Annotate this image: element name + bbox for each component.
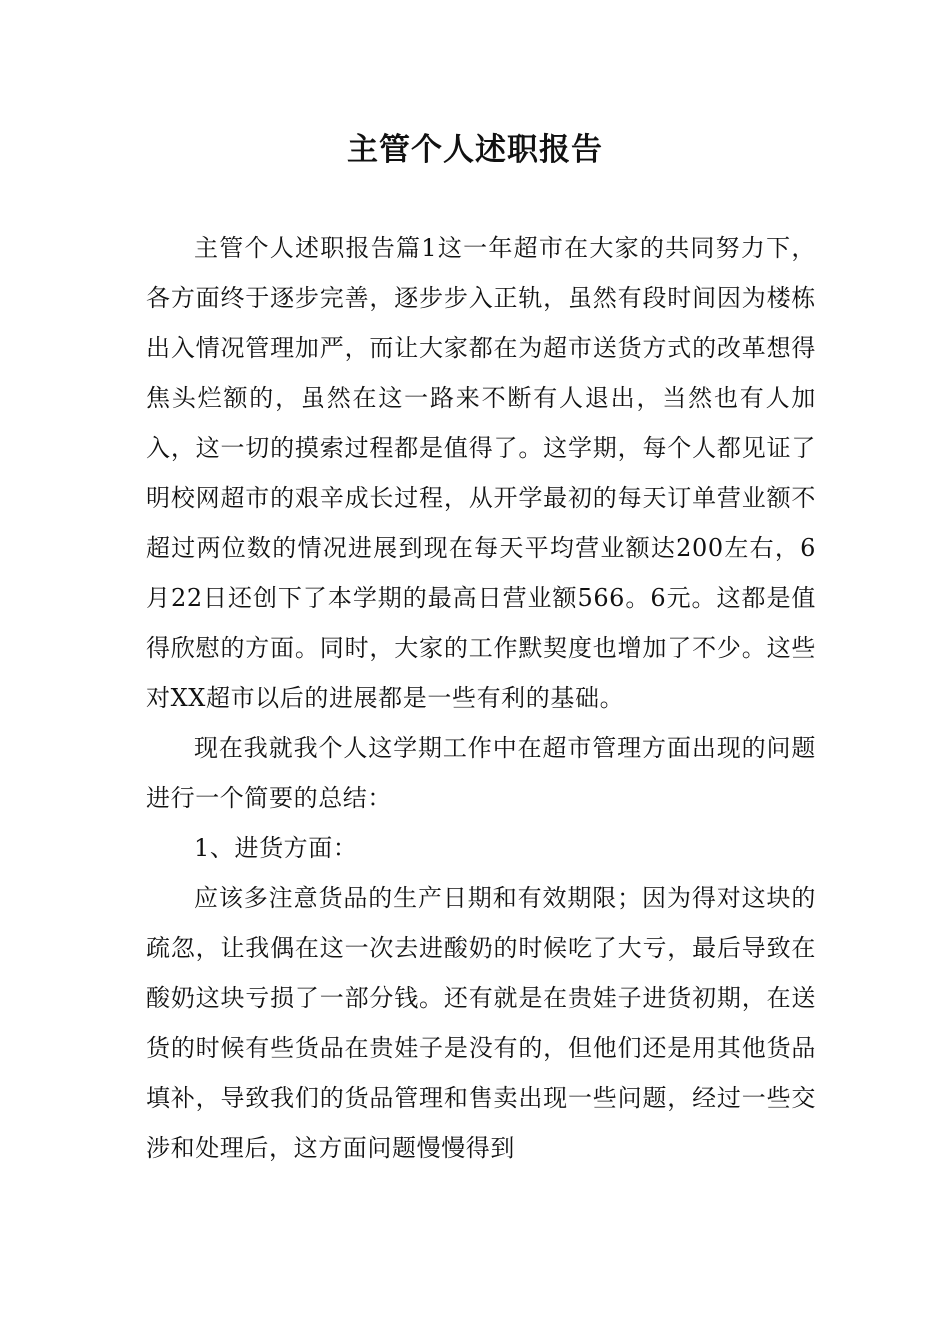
document-body <box>146 223 816 1173</box>
paragraph-intro: 主管个人述职报告篇1这一年超市在大家的共同努力下，各方面终于逐步完善，逐步步入正轨，虽然有段时间因为楼栋出入情况管理加严，而让大家都在为超市送货方式的改革想得焦头烂额的，虽然在这一路来不断有人退出，当然也有人加入，这一切的摸索过程都是值得了。这学期，每个人都见证了明校网超市的艰辛成长过程，从开学最初的每天订单营业额不超过两位数的情况进展到现在每天平均营业额达200左右，6月22日还创下了本学期的最高日营业额566。6元。这都是值得欣慰的方面。同时，大家的工作默契度也增加了不少。这些对XX超市以后的进展都是一些有利的基础。 <box>146 234 816 712</box>
paragraph-heading-purchasing: 1、进货方面： <box>194 834 358 862</box>
paragraph-summary-lead: 现在我就我个人这学期工作中在超市管理方面出现的问题进行一个简要的总结： <box>146 734 816 812</box>
paragraph-purchasing-details: 应该多注意货品的生产日期和有效期限；因为得对这块的疏忽，让我偶在这一次去进酸奶的时候吃了大亏，最后导致在酸奶这块亏损了一部分钱。还有就是在贵娃子进货初期，在送货的时候有些货品在贵娃子是没有的，但他们还是用其他货品填补，导致我们的货品管理和售卖出现一些问题，经过一些交涉和处理后，这方面问题慢慢得到 <box>146 884 816 1162</box>
document-title: 主管个人述职报告 <box>347 132 603 168</box>
